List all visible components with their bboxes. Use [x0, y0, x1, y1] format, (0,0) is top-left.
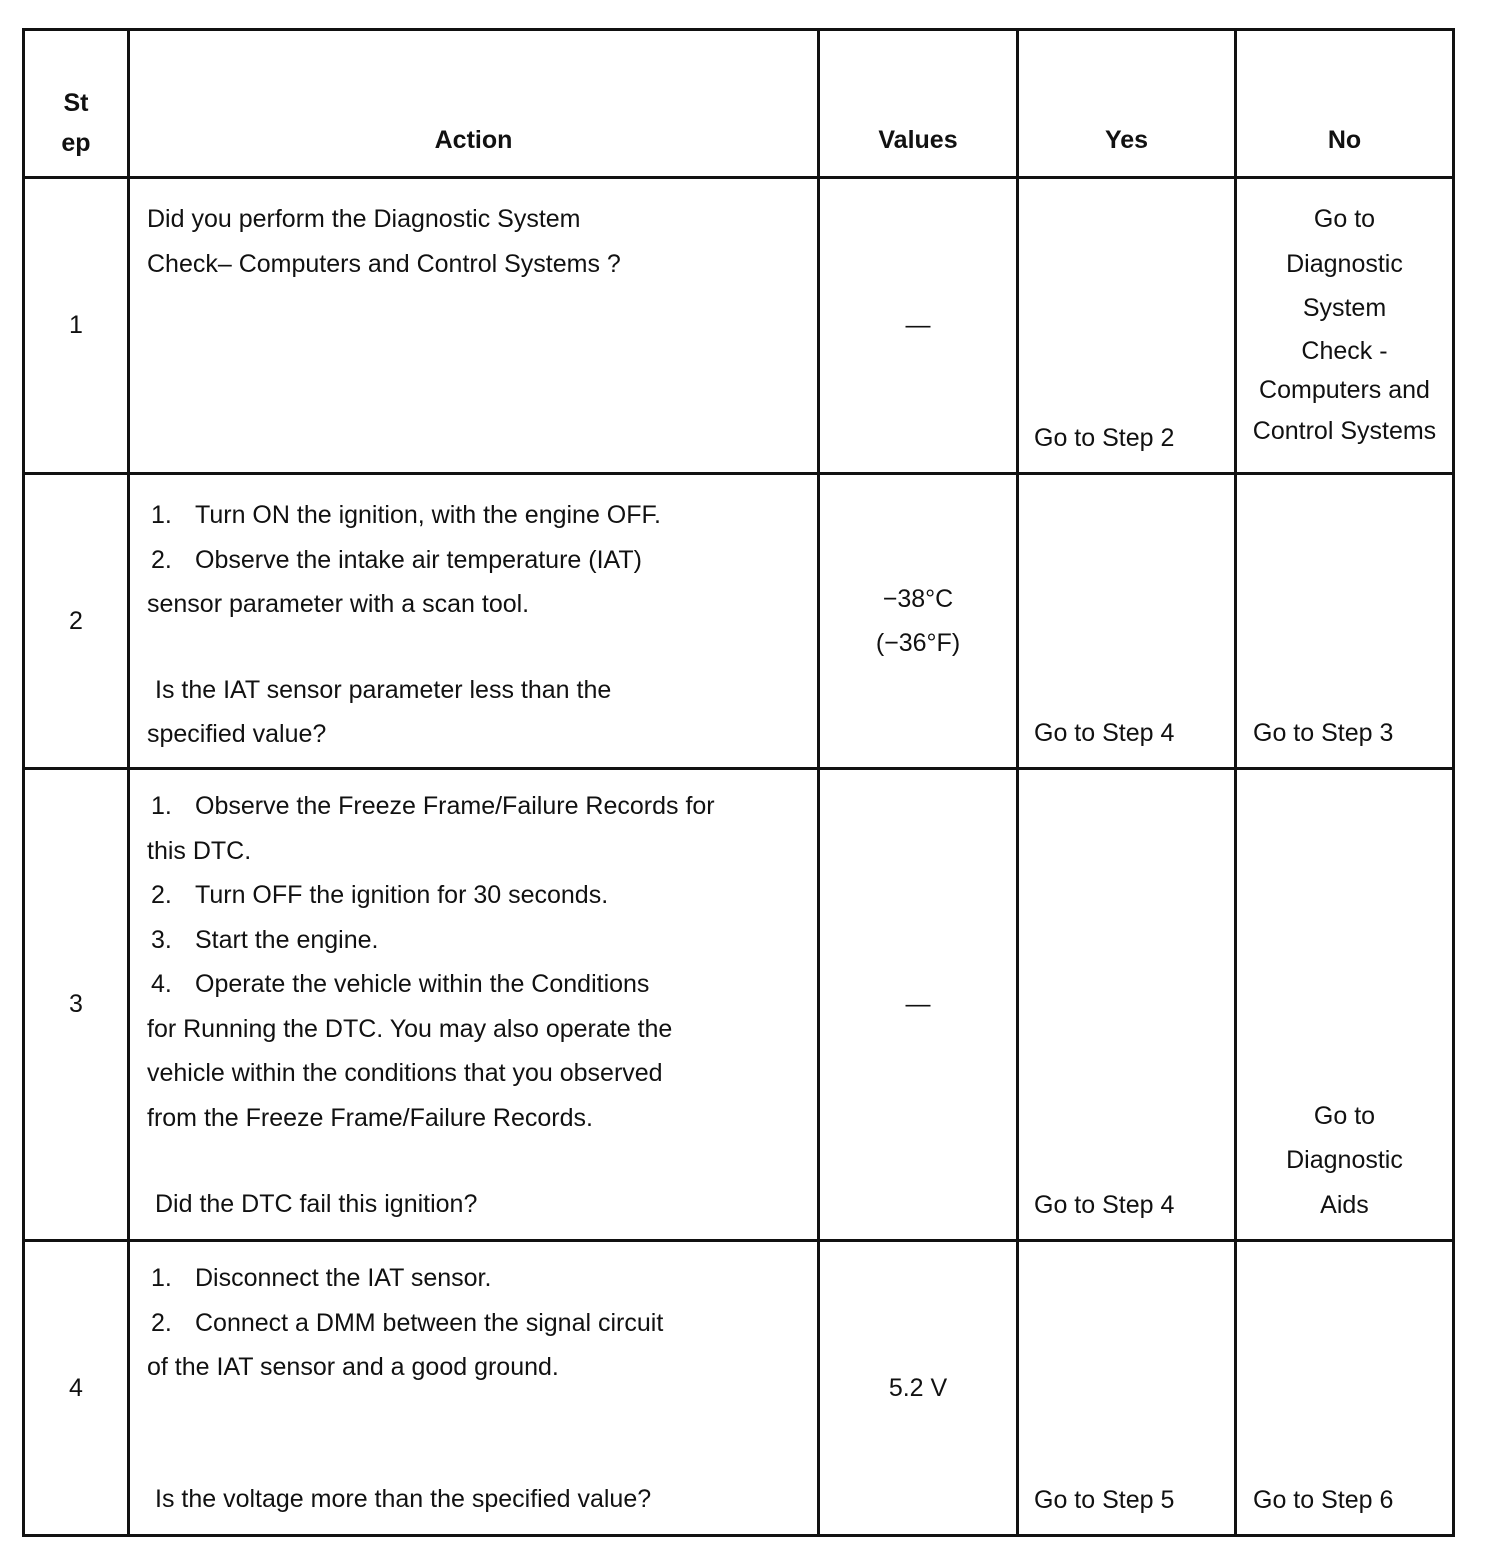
step-number: 4: [24, 1241, 129, 1536]
table-row: [24, 474, 1454, 769]
table-row: [24, 178, 1454, 474]
yes-link[interactable]: Go to Step 5: [1034, 1485, 1175, 1514]
value-cell: [819, 474, 1018, 769]
no-line: Diagnostic: [1286, 249, 1403, 278]
item-text: Operate the vehicle within the Conditions: [195, 970, 650, 998]
item-number: 2.: [151, 881, 172, 909]
item-text: Turn ON the ignition, with the engine OFF.: [195, 501, 661, 529]
no-line: Diagnostic: [1286, 1146, 1403, 1174]
question-line: Did the DTC fail this ignition?: [155, 1190, 478, 1218]
action-item: [147, 1301, 807, 1346]
item-text: Disconnect the IAT sensor.: [195, 1264, 492, 1292]
no-cell[interactable]: [1236, 178, 1454, 474]
no-line: Computers and: [1259, 375, 1430, 404]
action-cell: [129, 178, 819, 474]
diagnostic-table: [22, 28, 1455, 1537]
header-values: Values: [819, 30, 1018, 178]
yes-link[interactable]: Go to Step 2: [1034, 423, 1175, 452]
no-link[interactable]: Go to Step 3: [1253, 718, 1394, 747]
no-line: Aids: [1320, 1190, 1369, 1219]
yes-cell: [1018, 769, 1236, 1241]
action-cell: [129, 769, 819, 1241]
item-text: Turn OFF the ignition for 30 seconds.: [195, 881, 609, 909]
item-number: 1.: [151, 792, 172, 820]
no-line: Go to: [1313, 205, 1376, 233]
value-line: −38°C: [882, 584, 954, 613]
item-text: Observe the Freeze Frame/Failure Records for: [195, 792, 715, 820]
action-line: vehicle within the conditions that you observed: [147, 1059, 663, 1087]
item-text: Observe the intake air temperature (IAT): [195, 545, 642, 574]
item-number: 1.: [151, 501, 172, 529]
question-line: Is the IAT sensor parameter less than the: [155, 675, 612, 704]
no-link[interactable]: Go to Step 6: [1253, 1485, 1394, 1514]
action-line: Did you perform the Diagnostic System: [147, 205, 581, 233]
action-item: [147, 493, 807, 538]
value-cell: —: [819, 178, 1018, 474]
yes-cell: [1018, 474, 1236, 769]
item-text: Start the engine.: [195, 925, 379, 954]
header-row: [24, 30, 1454, 178]
header-no: No: [1236, 30, 1454, 178]
action-line: sensor parameter with a scan tool.: [147, 590, 530, 618]
question-line: specified value?: [147, 720, 327, 748]
header-yes: Yes: [1018, 30, 1236, 178]
value-cell: —: [819, 769, 1018, 1241]
question-line: Is the voltage more than the specified value?: [155, 1484, 652, 1513]
step-number: 1: [24, 178, 129, 474]
item-number: 1.: [151, 1264, 172, 1292]
yes-link[interactable]: Go to Step 4: [1034, 1190, 1175, 1219]
action-line: this DTC.: [147, 836, 252, 865]
action-line: from the Freeze Frame/Failure Records.: [147, 1103, 593, 1132]
action-item: [147, 1256, 807, 1301]
no-line: Check -: [1301, 336, 1388, 365]
header-step-line-2: ep: [61, 129, 91, 157]
action-item: [147, 962, 807, 1007]
action-line: for Running the DTC. You may also operate the: [147, 1014, 673, 1043]
item-number: 2.: [151, 1308, 172, 1337]
item-text: Connect a DMM between the signal circuit: [195, 1308, 664, 1337]
action-item: [147, 873, 807, 918]
table-row: [24, 769, 1454, 1241]
header-step: [24, 30, 129, 178]
yes-cell: [1018, 178, 1236, 474]
action-item: [147, 918, 807, 963]
action-item: [147, 784, 807, 829]
item-number: 4.: [151, 970, 172, 998]
table-row: [24, 1241, 1454, 1536]
action-line: of the IAT sensor and a good ground.: [147, 1353, 559, 1381]
header-step-line-1: St: [63, 89, 89, 117]
no-cell: [1236, 474, 1454, 769]
step-number: 2: [24, 474, 129, 769]
action-cell: [129, 1241, 819, 1536]
no-cell[interactable]: [1236, 769, 1454, 1241]
value-cell: 5.2 V: [819, 1241, 1018, 1536]
header-action: Action: [129, 30, 819, 178]
no-line: Control Systems: [1252, 416, 1437, 445]
action-line: Check– Computers and Control Systems ?: [147, 249, 621, 278]
action-cell: [129, 474, 819, 769]
no-line: System: [1302, 294, 1387, 322]
no-link: [1237, 197, 1452, 453]
action-item: [147, 538, 807, 583]
no-line: Go to: [1313, 1101, 1376, 1130]
value-line: (−36°F): [875, 629, 961, 657]
no-link: [1237, 1094, 1452, 1234]
item-number: 3.: [151, 925, 172, 954]
yes-link[interactable]: Go to Step 4: [1034, 718, 1175, 747]
step-number: 3: [24, 769, 129, 1241]
no-cell: [1236, 1241, 1454, 1536]
yes-cell: [1018, 1241, 1236, 1536]
item-number: 2.: [151, 545, 172, 574]
